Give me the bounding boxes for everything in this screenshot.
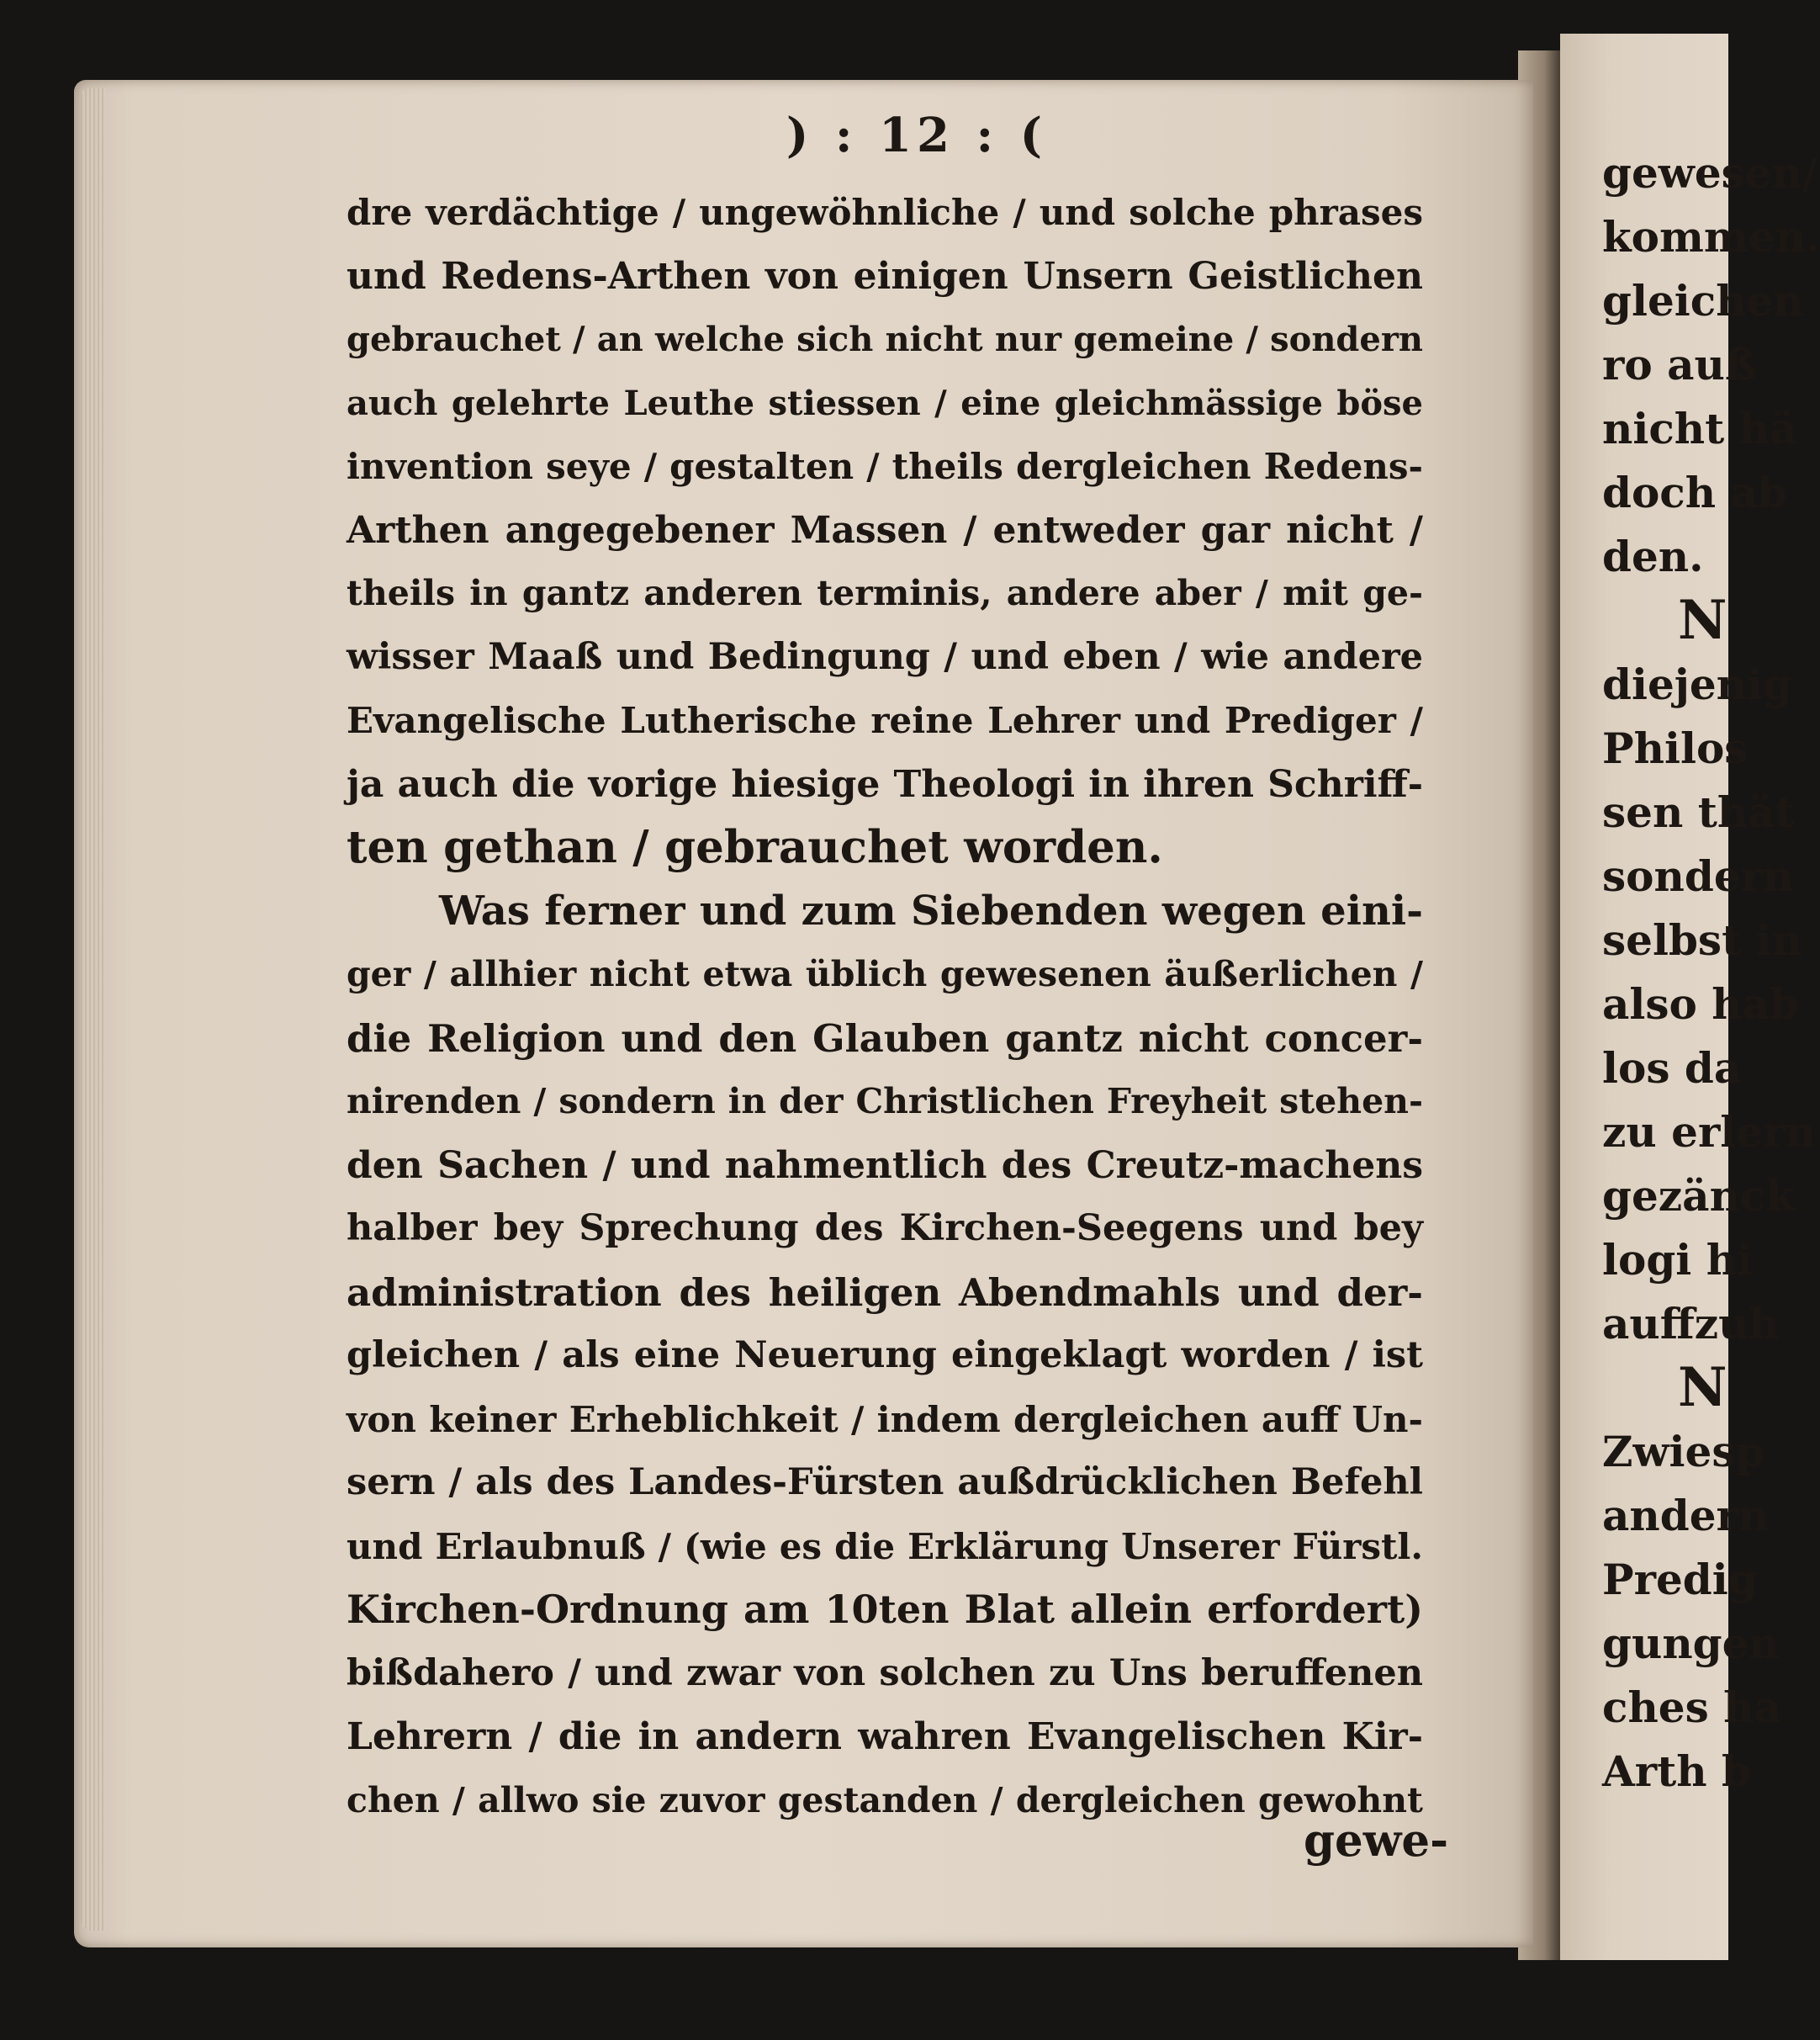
right-page-line: andern xyxy=(1602,1491,1770,1540)
right-page-line: zu erlern xyxy=(1602,1107,1816,1157)
text-line: invention seye / gestalten / theils dergleichen Redens- xyxy=(347,446,1423,487)
text-line: gebrauchet / an welche sich nicht nur gemeine / sondern xyxy=(347,320,1423,359)
right-page-line: ro auß xyxy=(1602,340,1757,389)
right-page-text xyxy=(1602,141,1820,1804)
text-line: bißdahero / und zwar von solchen zu Uns beruffenen xyxy=(347,1651,1423,1694)
text-line: ten gethan / gebrauchet worden. xyxy=(347,821,1163,873)
right-page-line: Predig xyxy=(1602,1555,1758,1604)
right-page-line: ches ha xyxy=(1602,1682,1781,1732)
catchword: gewe- xyxy=(1304,1815,1449,1867)
text-line: ger / allhier nicht etwa üblich gewesenen äußerlichen / xyxy=(347,954,1423,994)
text-line: theils in gantz anderen terminis, andere aber / mit ge- xyxy=(347,573,1423,613)
text-line: dre verdächtige / ungewöhnliche / und solche phrases xyxy=(347,192,1423,233)
page-number-header: ) : 12 : ( xyxy=(786,108,1048,163)
right-page-line: selbst in xyxy=(1602,915,1802,965)
right-page-line: diejenig xyxy=(1602,660,1792,709)
text-line: ja auch die vorige hiesige Theologi in ihren Schriff- xyxy=(347,762,1423,806)
text-line: und Redens-Arthen von einigen Unsern Geistlichen xyxy=(347,254,1423,298)
text-line: administration des heiligen Abendmahls und der- xyxy=(347,1269,1423,1315)
text-line: wisser Maaß und Bedingung / und eben / wie andere xyxy=(347,635,1423,678)
right-page-line: Philos xyxy=(1602,723,1749,773)
text-line: von keiner Erheblichkeit / indem dergleichen auff Un- xyxy=(347,1398,1423,1440)
right-page-line: Arth b xyxy=(1602,1746,1751,1796)
text-line: chen / allwo sie zuvor gestanden / dergleichen gewohnt xyxy=(347,1779,1423,1820)
right-page-line: los da xyxy=(1602,1043,1742,1093)
page-edges xyxy=(81,88,106,1931)
right-page-line: logi hi xyxy=(1602,1235,1754,1285)
right-page-initial: N xyxy=(1678,589,1727,652)
text-line: Lehrern / die in andern wahren Evangelischen Kir- xyxy=(347,1715,1423,1758)
main-text-block xyxy=(347,181,1423,1832)
right-page-line: sondern xyxy=(1602,851,1794,901)
right-page-line: gezänck xyxy=(1602,1171,1796,1221)
right-page-line: doch ab xyxy=(1602,468,1787,517)
right-page-line: gleichen xyxy=(1602,276,1804,326)
right-page-line: auffzuh xyxy=(1602,1299,1780,1349)
text-line: auch gelehrte Leuthe stiessen / eine gleichmässige böse xyxy=(347,383,1423,423)
right-page-line: Zwiesp xyxy=(1602,1427,1765,1476)
right-page-line: gewesen/ xyxy=(1602,148,1818,198)
right-page-line: nicht hä xyxy=(1602,404,1797,453)
text-line: Arthen angegebener Massen / entweder gar nicht / xyxy=(347,508,1423,552)
text-line: halber bey Sprechung des Kirchen-Seegens und bey xyxy=(347,1207,1423,1249)
paragraph-start-line: Was ferner und zum Siebenden wegen eini- xyxy=(439,887,1423,935)
right-page-line: kommen. xyxy=(1602,212,1820,262)
right-page-line: den. xyxy=(1602,532,1704,581)
text-line: nirenden / sondern in der Christlichen Freyheit stehen- xyxy=(347,1081,1423,1121)
text-line: Kirchen-Ordnung am 10ten Blat allein erfordert) xyxy=(347,1587,1423,1632)
text-line: die Religion und den Glauben gantz nicht concer- xyxy=(347,1015,1423,1061)
text-line: Evangelische Lutherische reine Lehrer und Prediger / xyxy=(347,700,1423,741)
text-line: den Sachen / und nahmentlich des Creutz-machens xyxy=(347,1143,1423,1187)
text-line: gleichen / als eine Neuerung eingeklagt worden / ist xyxy=(347,1334,1423,1376)
text-line: sern / als des Landes-Fürsten außdrücklichen Befehl xyxy=(347,1461,1423,1503)
right-page-initial: N xyxy=(1678,1356,1727,1419)
right-page-line: also hab xyxy=(1602,979,1800,1029)
text-line: und Erlaubnuß / (wie es die Erklärung Unserer Fürstl. xyxy=(347,1525,1423,1567)
right-page-line: sen thät xyxy=(1602,787,1795,837)
right-page-line: gungen xyxy=(1602,1619,1780,1668)
